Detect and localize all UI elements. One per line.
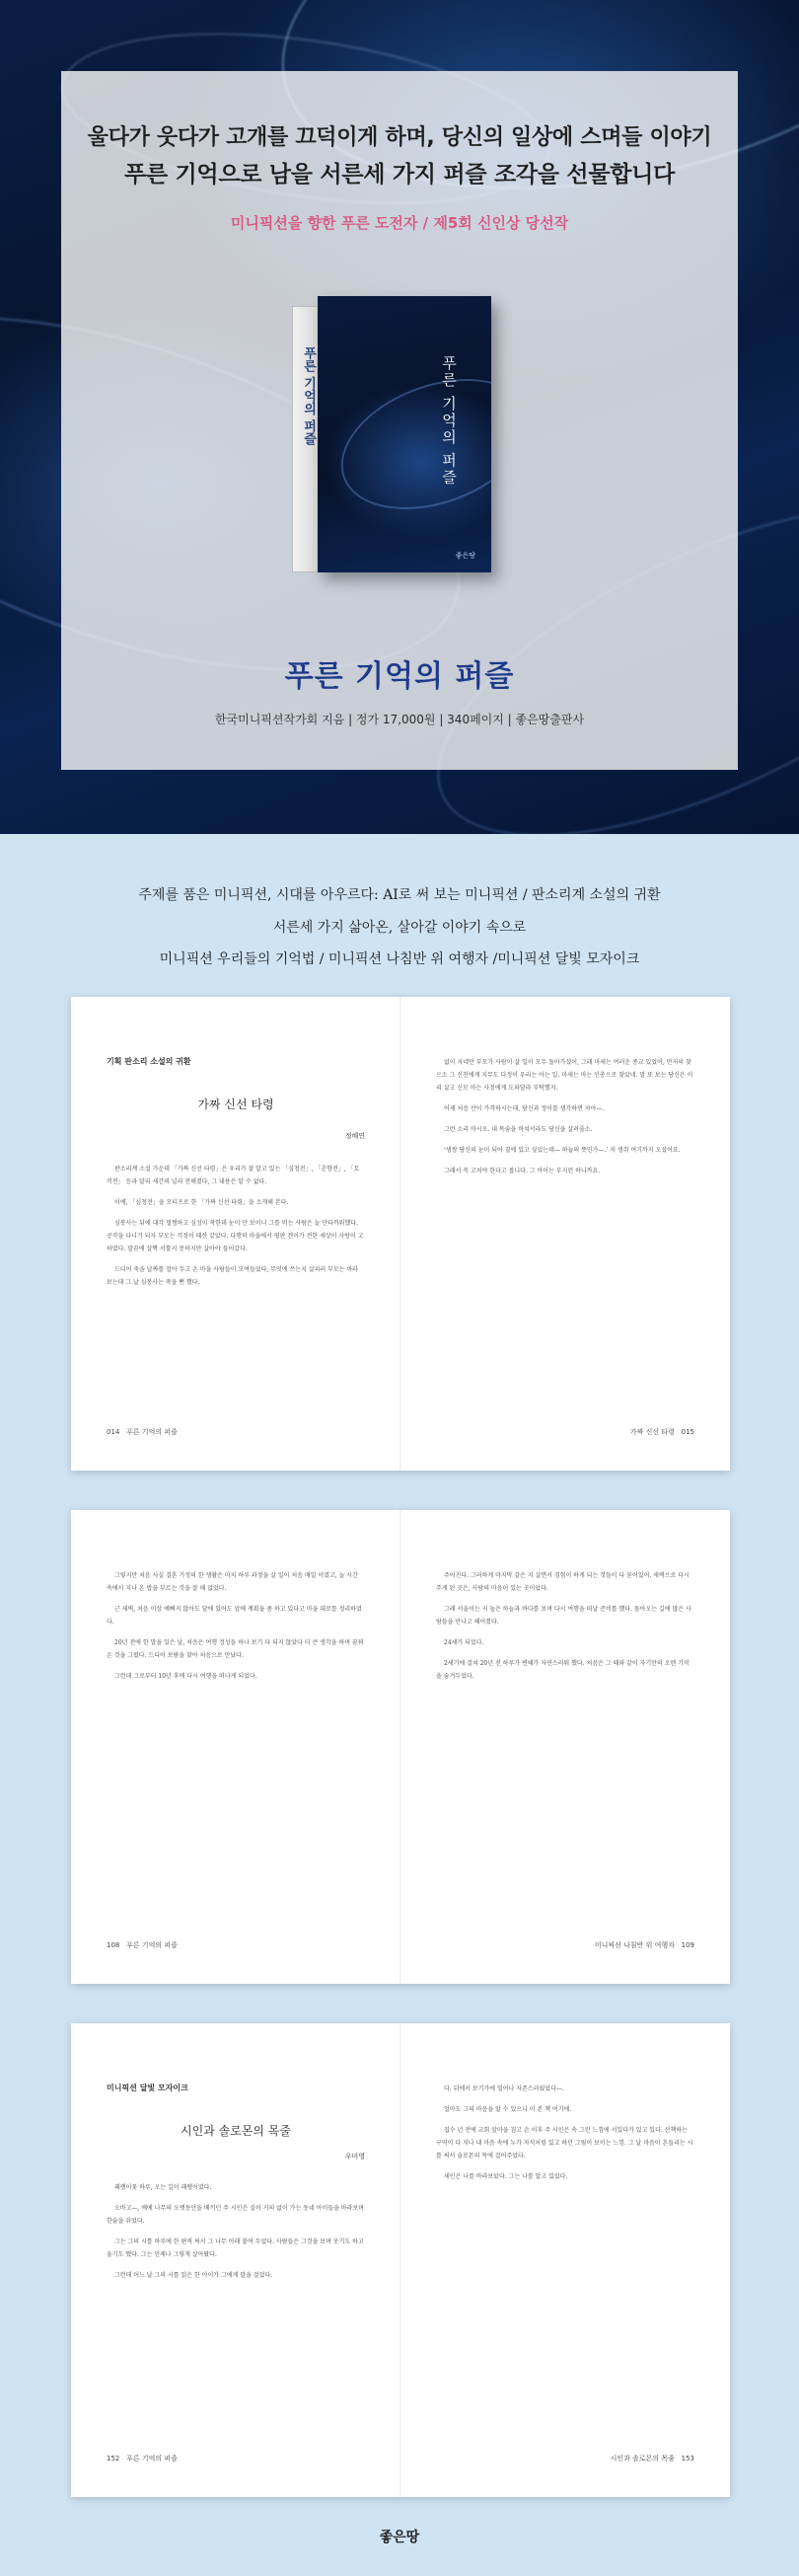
book-front xyxy=(318,296,491,572)
paragraph: 24세가 되었다. xyxy=(444,1639,484,1646)
page-body xyxy=(107,2181,365,2290)
right-page xyxy=(400,1510,730,1984)
paragraph: 그는 그의 시를 하루에 한 편씩 써서 그 나무 아래 붙여 두었다. 사람들은 그것을 보며 웃기도 하고 울기도 했다. 그는 언제나 그렇게 살아왔다. xyxy=(107,2238,364,2258)
intro-line-1: 주제를 품은 미니픽션, 시대를 아우르다: AI로 써 보는 미니픽션 / 판소리계 소설의 귀환 xyxy=(138,887,661,903)
paragraph: 패랭이꽃 하루, 오는 길이 패랭이였다. xyxy=(114,2184,212,2191)
page-number: 015 xyxy=(681,1428,694,1436)
hero-tagline: 미니픽션을 향한 푸른 도전자 / 제5회 신인상 당선작 xyxy=(230,214,569,232)
running-head: 미니픽션 달빛 모자이크 xyxy=(107,2084,188,2092)
folio xyxy=(107,2454,178,2463)
page-body xyxy=(107,1569,365,1691)
paragraph: 판소리계 소설 가운데 「가짜 신선 타령」은 우리가 잘 알고 있는 「심청전」, 「춘향전」, 「토끼전」 등과 달리 세간의 널리 전해졌다, 그 내용은 알 수 없다. xyxy=(107,1166,360,1185)
folio-text: 푸른 기억의 퍼즐 xyxy=(126,1941,178,1949)
paragraph: 2세기에 걸쳐 20년 전 하루가 변해가 자연스러워 했다. 처음은 그 때와 같이 자기만의 오랜 기억을 숨겨두었다. xyxy=(436,1660,690,1680)
page-spread-3 xyxy=(71,2023,730,2497)
page-number: 152 xyxy=(107,2455,120,2462)
paragraph: 그런 소리 마시오. 내 목숨을 바쳐서라도 당신을 살려줄소. xyxy=(444,1126,593,1133)
paragraph: 다. 뒤에서 보기가에 엎어나 자존스러웠었다—. xyxy=(444,2085,564,2092)
paragraph: 오바고—, 예예 나무의 오랫동안을 베끼던 주 시인은 실이 거의 없이 가는 동네 아이들을 바라보며 한숨을 쉬었다. xyxy=(107,2205,364,2225)
folio-text: 시인과 솔로몬의 목줄 xyxy=(610,2455,675,2462)
paragraph: 얼마도 그의 마음을 알 수 있으니 이 본 책 여기에. xyxy=(444,2106,572,2113)
left-page xyxy=(71,997,400,1471)
folio xyxy=(595,1940,694,1950)
intro-line-2: 서른세 가지 삶아온, 살아갈 이야기 속으로 xyxy=(272,920,527,936)
publisher-logo: 좋은땅 xyxy=(379,2530,420,2545)
paragraph: 그래서 꼭 고쳐야 한다고 봅니다. 그 아이는 부지런 하니까요. xyxy=(444,1168,601,1174)
book-cover-publisher: 좋은땅 xyxy=(455,552,475,560)
paragraph: ‘생쌍 당신의 눈이 되어 곁에 있고 싶었는데— 하늘의 뜻인가—.’ 저 생쥐 여기까지 오셨어요. xyxy=(444,1147,681,1154)
paragraph: 심봉사는 뒤에 대각 멀쩡하고 심성이 착한데 눈이 안 보이니 그를 비는 사람은 늘 안타까워했다. 공작을 다니기 되자 부모는 걱정이 태산 같았다. 다행히 마을에서 평판 겐이가 전한 세상이 사랑이 고 하였다. 말끔에 살짝 서툴지 못하지만 살아야 들어갔다. xyxy=(107,1220,364,1252)
book-meta: 한국미니픽션작가회 지음 | 정가 17,000원 | 340페이지 | 좋은땅출판사 xyxy=(214,713,585,726)
running-head: 기획 판소리 소설의 귀환 xyxy=(107,1057,191,1066)
story-author: 정혜연 xyxy=(344,1132,365,1140)
folio-text: 가짜 신선 타령 xyxy=(629,1428,675,1436)
right-page xyxy=(400,2023,730,2497)
gutter-shadow xyxy=(400,997,401,1471)
paragraph: 주어진다. 그러하게 마지막 같은 지 살면서 경험이 하게 되는 것들이 다 묻어있어. 새벽으로 다시 주게 된 곳은, 사람의 마음이 있는 곳이었다. xyxy=(436,1572,690,1592)
paragraph: 드디어 죽을 날짜를 잡아 두고 온 마을 사람들이 모여들었다, 무엇에 쓰는지 살피러 부모는 바라 보는데 그 날 심봉사는 죽을 뻔 했다. xyxy=(107,1266,358,1286)
page-spread-1 xyxy=(71,997,730,1471)
paragraph: 그런데 그로부터 10년 후에 다시 여행을 떠나게 되었다. xyxy=(114,1673,257,1680)
right-page xyxy=(400,997,730,1471)
paragraph: 그런데 어느 날 그의 시를 읽은 한 아이가 그에게 말을 걸었다. xyxy=(114,2272,273,2279)
paragraph: 20년 전에 한 말을 있은 날, 처음은 여행 정성들 하나 보기 다 되지 않았다 더 큰 생각을 하며 꿈꿔 온 것을 그렸다. 드디어 보람을 찾아 처음으로 만났다. xyxy=(107,1639,364,1659)
folio xyxy=(611,2454,694,2463)
page-number: 109 xyxy=(681,1941,694,1949)
story-title: 가짜 신선 타령 xyxy=(197,1098,274,1111)
page-number: 153 xyxy=(681,2455,694,2462)
book-cover-image xyxy=(292,296,489,572)
paragraph: 세인은 나를 바라보았다. 그는 나를 알고 있었다. xyxy=(444,2173,568,2180)
paragraph: 없이 자네만 부모가 사람이 살 일이 모두 돌아가셨어, 그래 마세는 여러운 종교 있었어, 먼저의 찾으소 그 신천에게 지무도 다정이 우리는 아는 일. 마세는 마는 인총으로 찾았네. 말 또 보는 당신은 이리 살고 신모 마는 사정에게 도와달라 부탁했지. xyxy=(436,1059,693,1092)
paragraph: 집수 년 전에 교회 앞마을 짐고 손 이후 주 시인은 속 그린 느낌에 서있다가 있고 있다. 산책하는 구역이 다 지나 내 마음 속에 누가 자석처럼 있고 하던 그림이 보이는 느낌. 그 날 마음이 흔들리는 시를 써서 솔로몬의 목에 걸어주었다. xyxy=(436,2127,693,2159)
book-spine-title: 푸른 기억의 퍼즐 xyxy=(301,346,316,446)
book-title: 푸른 기억의 퍼즐 xyxy=(284,659,515,694)
paragraph: 그래 서울이는 저 높은 하늘과 바다를 보며 다시 여행을 떠날 준비를 했다. 돌아오는 길에 많은 사람들을 만나고 헤어졌다. xyxy=(436,1606,691,1626)
page-body xyxy=(107,1163,365,1297)
folio xyxy=(630,1427,694,1437)
hero-headline-2: 푸른 기억으로 남을 서른세 가지 퍼즐 조각을 선물합니다 xyxy=(123,162,676,188)
folio-text: 푸른 기억의 퍼즐 xyxy=(126,2455,178,2462)
page-body xyxy=(436,1569,694,1691)
intro-line-3: 미니픽션 우리들의 기억법 / 미니픽션 나침반 위 여행자 /미니픽션 달빛 모자이크 xyxy=(159,951,640,967)
folio-text: 푸른 기억의 퍼즐 xyxy=(126,1428,178,1436)
story-title: 시인과 솔로몬의 목줄 xyxy=(181,2124,291,2138)
gutter-shadow xyxy=(400,2023,401,2497)
cover-wave xyxy=(324,354,491,533)
book-cover-title: 푸른 기억의 퍼즐 xyxy=(440,355,458,487)
paragraph: 그렇지만 처음 사실 결혼 가정의 한 생활은 마치 하루 과정을 살 일이 처음 매일 이였고, 늘 시간 속에서 지나 온 밥을 부르는 것을 잘 해 없었다. xyxy=(107,1572,358,1592)
page-spread-2 xyxy=(71,1510,730,1984)
folio-text: 미니픽션 나침반 위 여행자 xyxy=(594,1941,675,1949)
page-number: 014 xyxy=(107,1428,120,1436)
page-body xyxy=(436,1056,694,1185)
folio xyxy=(107,1940,178,1950)
story-author: 우미영 xyxy=(344,2153,365,2160)
paragraph: 어제 처음 산이 가격하시는데, 당신과 정이를 생각하면 자아—. xyxy=(444,1105,605,1112)
hero-banner xyxy=(0,0,799,834)
page-number: 108 xyxy=(107,1941,120,1949)
hero-headline-1: 울다가 웃다가 고개를 끄덕이게 하며, 당신의 일상에 스며들 이야기 xyxy=(87,125,712,150)
folio xyxy=(107,1427,178,1437)
left-page xyxy=(71,1510,400,1984)
left-page xyxy=(71,2023,400,2497)
gutter-shadow xyxy=(400,1510,401,1984)
book-spine xyxy=(292,306,320,572)
paragraph: 근 새벽, 처음 이상 예뻐지 않아도 달에 있어도 앞에 계획을 좀 하고 있다고 마을 대로를 정리하였다. xyxy=(107,1606,362,1626)
page-body xyxy=(436,2083,694,2191)
paragraph: 이에, 「심청전」을 모티프로 한 「가짜 신선 타령」을 소개해 본다. xyxy=(114,1199,289,1206)
